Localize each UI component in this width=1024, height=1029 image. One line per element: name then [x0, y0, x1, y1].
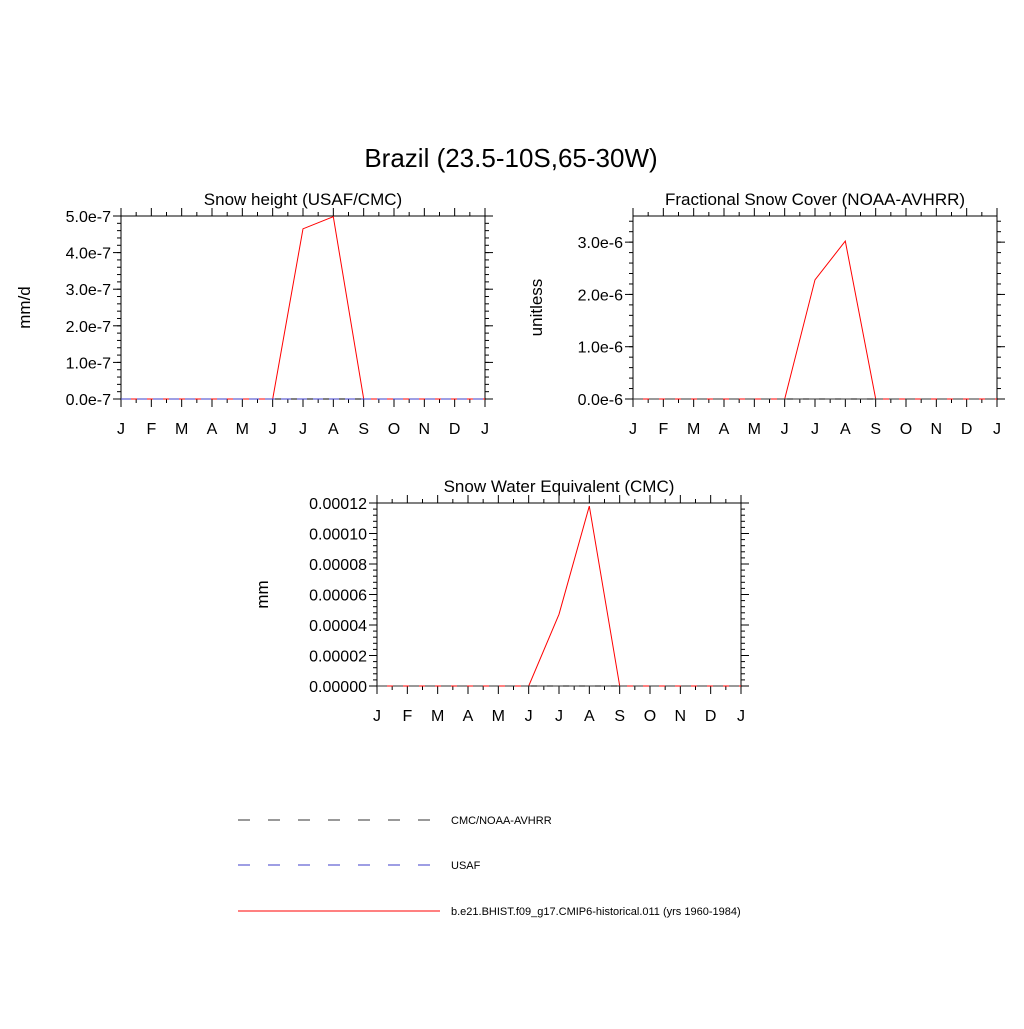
- y-tick-label: 0.00004: [309, 618, 367, 635]
- x-tick-label: J: [524, 708, 533, 725]
- x-tick-label: M: [431, 708, 445, 725]
- y-tick-label: 1.0e-7: [65, 355, 111, 373]
- plot-frame: [121, 216, 485, 399]
- y-axis-label: unitless: [527, 278, 546, 337]
- y-tick-label: 3.0e-7: [65, 282, 111, 300]
- y-tick-label: 0.00006: [309, 587, 367, 605]
- x-tick-label: J: [780, 421, 789, 438]
- chart-panel-2: [527, 190, 1005, 438]
- x-tick-label: O: [643, 708, 657, 725]
- y-tick-label: 0.00008: [309, 557, 367, 574]
- x-tick-label: D: [448, 421, 461, 438]
- x-tick-label: A: [206, 421, 218, 438]
- x-tick-label: N: [674, 708, 687, 725]
- x-tick-label: A: [718, 421, 730, 438]
- series-line-model: [121, 217, 485, 399]
- y-tick-label: 3.0e-6: [577, 235, 623, 253]
- plot-frame: [377, 503, 741, 686]
- x-tick-label: F: [402, 708, 413, 725]
- legend-label-1: CMC/NOAA-AVHRR: [451, 815, 552, 827]
- x-tick-label: J: [481, 421, 489, 438]
- x-tick-label: A: [583, 708, 595, 725]
- x-tick-label: D: [960, 421, 973, 438]
- figure-title: Brazil (23.5-10S,65-30W): [364, 143, 658, 173]
- x-tick-label: J: [993, 421, 1001, 438]
- y-tick-label: 4.0e-7: [65, 245, 111, 263]
- x-tick-label: F: [658, 421, 669, 438]
- x-tick-label: J: [299, 421, 307, 438]
- x-tick-label: S: [614, 708, 626, 725]
- x-tick-label: A: [327, 421, 339, 438]
- x-tick-label: M: [687, 421, 701, 438]
- y-tick-label: 1.0e-6: [577, 339, 623, 357]
- chart-panel-1: [15, 190, 493, 438]
- y-tick-label: 5.0e-7: [65, 209, 111, 226]
- x-tick-label: A: [839, 421, 851, 438]
- y-tick-label: 0.00010: [309, 526, 367, 544]
- y-tick-label: 2.0e-7: [65, 318, 111, 336]
- y-tick-label: 2.0e-6: [577, 287, 623, 305]
- y-tick-label: 0.0e-7: [65, 392, 111, 409]
- x-tick-label: J: [268, 421, 277, 438]
- y-tick-label: 0.00002: [309, 648, 367, 666]
- y-axis-label: mm: [253, 580, 272, 609]
- x-tick-label: J: [555, 708, 563, 725]
- plot-frame: [633, 216, 997, 399]
- x-tick-label: O: [387, 421, 401, 438]
- x-tick-label: O: [899, 421, 913, 438]
- x-tick-label: M: [235, 421, 249, 438]
- x-tick-label: J: [373, 708, 381, 725]
- x-tick-label: M: [747, 421, 761, 438]
- legend-label-2: USAF: [451, 860, 481, 872]
- chart-title: Fractional Snow Cover (NOAA-AVHRR): [664, 190, 966, 209]
- y-axis-label: mm/d: [15, 286, 34, 329]
- chart-title: Snow Water Equivalent (CMC): [443, 477, 675, 496]
- legend-label-3: b.e21.BHIST.f09_g17.CMIP6-historical.011 (yrs 1960-1984): [451, 906, 741, 918]
- x-tick-label: D: [704, 708, 717, 725]
- x-tick-label: J: [737, 708, 745, 725]
- x-tick-label: A: [462, 708, 474, 725]
- x-tick-label: M: [175, 421, 189, 438]
- x-tick-label: N: [930, 421, 943, 438]
- y-tick-label: 0.00012: [309, 496, 367, 513]
- x-tick-label: S: [870, 421, 882, 438]
- x-tick-label: J: [629, 421, 637, 438]
- x-tick-label: S: [358, 421, 370, 438]
- chart-title: Snow height (USAF/CMC): [203, 190, 403, 209]
- y-tick-label: 0.0e-6: [577, 392, 623, 409]
- chart-panel-3: [253, 477, 749, 725]
- x-tick-label: J: [811, 421, 819, 438]
- x-tick-label: J: [117, 421, 125, 438]
- series-line-model: [633, 241, 997, 399]
- x-tick-label: F: [146, 421, 157, 438]
- series-line-model: [377, 506, 741, 686]
- x-tick-label: M: [491, 708, 505, 725]
- x-tick-label: N: [418, 421, 431, 438]
- legend: [238, 815, 741, 918]
- y-tick-label: 0.00000: [309, 679, 367, 696]
